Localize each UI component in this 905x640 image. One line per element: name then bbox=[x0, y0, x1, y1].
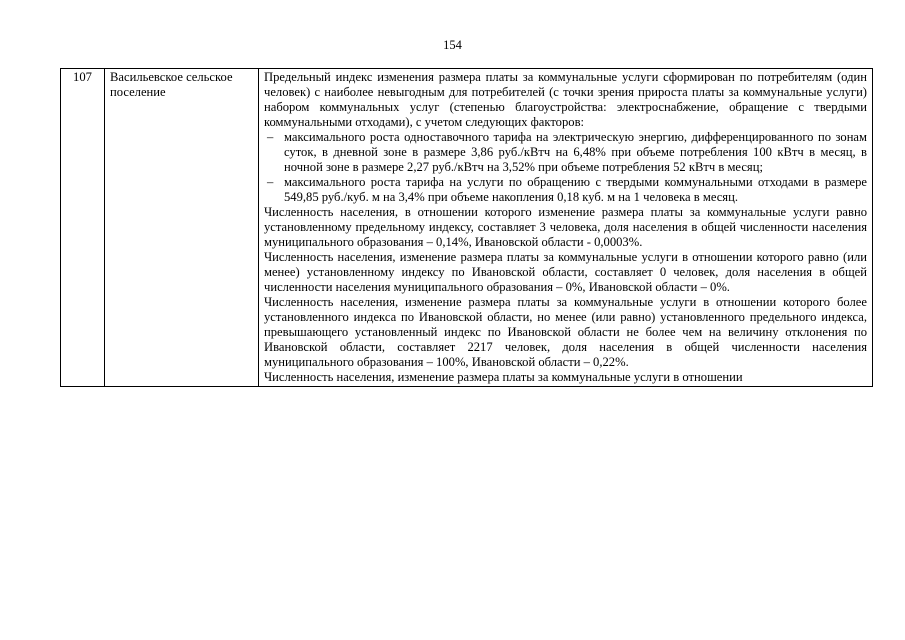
bullet-dash: – bbox=[267, 175, 274, 189]
population-paragraph: Численность населения, изменение размера платы за коммунальные услуги в отношении которого равно (или менее) установленному индексу по Ивановской области, составляет 0 человек, доля населения в общей численности населения муниципального образования – 0%, Ивановской области – 0%. bbox=[264, 250, 867, 294]
factor-bullet bbox=[264, 175, 867, 205]
bullet-dash: – bbox=[267, 130, 274, 144]
population-paragraph: Численность населения, изменение размера платы за коммунальные услуги в отношении которого более установленного индекса по Ивановской области, но менее (или равно) установленного предельного индекса, превышающего установленный индекс по Ивановской области не более чем на величину отклонения по Ивановской области, составляет 2217 человек, доля населения в общей численности населения муниципального образования – 100%, Ивановской области – 0,22%. bbox=[264, 295, 867, 369]
population-paragraph: Численность населения, в отношении которого изменение размера платы за коммунальные услуги равно установленному предельному индексу, составляет 3 человека, доля населения в общей численности населения муниципального образования – 0,14%, Ивановской области - 0,0003%. bbox=[264, 205, 867, 249]
settlement-name-cell bbox=[105, 69, 259, 387]
table-row bbox=[61, 69, 873, 387]
population-paragraph: Численность населения, изменение размера платы за коммунальные услуги в отношении bbox=[264, 370, 743, 384]
intro-paragraph: Предельный индекс изменения размера платы за коммунальные услуги сформирован по потребителям (один человек) с наиболее невыгодным для потребителей (с точки зрения прироста платы за коммунальные услуги) набором коммунальных услуг (степенью благоустройства: электроснабжение, обращение с твердыми коммунальными отходами), с учетом следующих факторов: bbox=[264, 70, 867, 129]
row-number: 107 bbox=[73, 70, 92, 84]
factor-bullet-text: максимального роста тарифа на услуги по обращению с твердыми коммунальными отходами в размере 549,85 руб./куб. м на 3,4% при объеме накопления 0,18 куб. м на 1 человека в месяц. bbox=[284, 175, 867, 204]
document-table bbox=[60, 68, 873, 387]
factor-bullet-text: максимального роста одноставочного тарифа на электрическую энергию, дифференцированного по зонам суток, в дневной зоне в размере 3,86 руб./кВтч на 6,48% при объеме потребления 100 кВтч в месяц, в ночной зоне в размере 2,27 руб./кВтч на 3,52% при объеме потребления 52 кВтч в месяц; bbox=[284, 130, 867, 174]
row-number-cell bbox=[61, 69, 105, 387]
page-number: 154 bbox=[443, 38, 462, 52]
factor-bullet bbox=[264, 130, 867, 175]
description-cell bbox=[259, 69, 873, 387]
settlement-name: Васильевское сельское поселение bbox=[110, 70, 233, 99]
